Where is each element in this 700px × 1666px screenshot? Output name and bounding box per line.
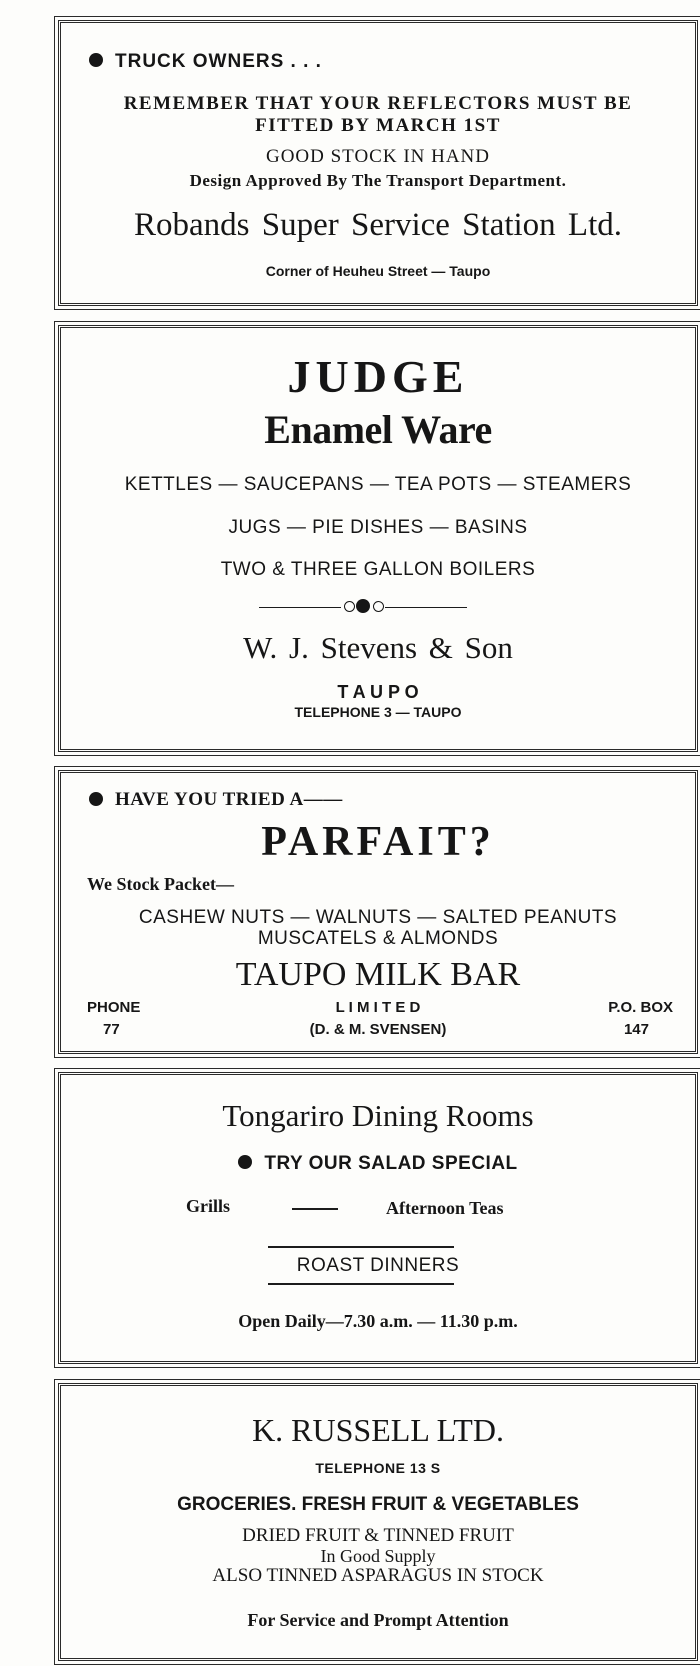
headline-truck-owners: TRUCK OWNERS . . . — [89, 51, 322, 73]
opening-hours: Open Daily—7.30 a.m. — 11.30 p.m. — [238, 1311, 518, 1331]
dried-fruit-line: DRIED FRUIT & TINNED FRUIT — [242, 1525, 514, 1546]
roast-rule-bottom — [268, 1283, 454, 1285]
po-box-number: 147 — [623, 1021, 649, 1038]
roast-dinners-label: ROAST DINNERS — [296, 1255, 460, 1276]
afternoon-teas-label: Afternoon Teas — [386, 1198, 504, 1218]
ad-tongariro-dining-rooms — [58, 1072, 698, 1364]
business-name: W. J. Stevens & Son — [243, 630, 513, 665]
business-name: Tongariro Dining Rooms — [222, 1098, 534, 1133]
ad-taupo-milk-bar — [58, 770, 698, 1054]
telephone-line: TELEPHONE 3 — TAUPO — [294, 704, 462, 720]
telephone-line: TELEPHONE 13 S — [315, 1460, 441, 1476]
stock-line: We Stock Packet— — [87, 874, 234, 894]
ornament-circle-icon — [373, 601, 384, 612]
separator-dash — [292, 1208, 338, 1210]
reflectors-notice-line1: REMEMBER THAT YOUR REFLECTORS MUST BE — [123, 93, 633, 114]
business-name: TAUPO MILK BAR — [235, 956, 521, 993]
bullet-icon — [89, 792, 103, 806]
ornament-rule-right — [385, 607, 467, 608]
good-supply-line: In Good Supply — [320, 1546, 436, 1566]
asparagus-line: ALSO TINNED ASPARAGUS IN STOCK — [212, 1565, 544, 1586]
ad-robands — [58, 20, 698, 306]
ornament-dot-icon — [356, 599, 370, 613]
roast-rule-top — [268, 1246, 454, 1248]
product-title: Enamel Ware — [264, 407, 492, 452]
stock-line: GOOD STOCK IN HAND — [265, 146, 490, 167]
items-line2: MUSCATELS & ALMONDS — [257, 928, 499, 949]
bullet-icon — [89, 53, 103, 67]
design-approved-line: Design Approved By The Transport Department. — [189, 171, 567, 190]
business-name: K. RUSSELL LTD. — [252, 1412, 504, 1448]
po-box-label: P.O. BOX — [608, 999, 673, 1016]
items-line2: JUGS — PIE DISHES — BASINS — [228, 517, 528, 538]
phone-number: 77 — [103, 1021, 120, 1038]
town-name: T A U P O — [337, 682, 419, 702]
product-title: PARFAIT? — [261, 819, 495, 865]
reflectors-notice-line2: FITTED BY MARCH 1ST — [255, 115, 501, 136]
ornament-circle-icon — [344, 601, 355, 612]
ad-k-russell-ltd — [58, 1383, 698, 1661]
items-line1: KETTLES — SAUCEPANS — TEA POTS — STEAMERS — [124, 474, 632, 495]
items-line1: CASHEW NUTS — WALNUTS — SALTED PEANUTS — [138, 907, 618, 928]
limited-line: L I M I T E D — [335, 999, 421, 1016]
question-headline: HAVE YOU TRIED A—— — [89, 789, 343, 811]
service-line: For Service and Prompt Attention — [247, 1610, 509, 1630]
ad-judge-enamel-ware — [58, 325, 698, 752]
owners-line: (D. & M. SVENSEN) — [309, 1021, 447, 1038]
items-line3: TWO & THREE GALLON BOILERS — [220, 559, 536, 580]
bullet-icon — [238, 1155, 252, 1169]
brand-title: JUDGE — [287, 351, 469, 402]
ornament-rule-left — [259, 607, 341, 608]
phone-label: PHONE — [87, 999, 141, 1016]
groceries-line: GROCERIES. FRESH FRUIT & VEGETABLES — [177, 1494, 579, 1515]
business-name: Robands Super Service Station Ltd. — [133, 207, 623, 243]
special-line: TRY OUR SALAD SPECIAL — [61, 1153, 695, 1175]
address-line: Corner of Heuheu Street — Taupo — [265, 263, 491, 279]
grills-label: Grills — [186, 1196, 230, 1216]
